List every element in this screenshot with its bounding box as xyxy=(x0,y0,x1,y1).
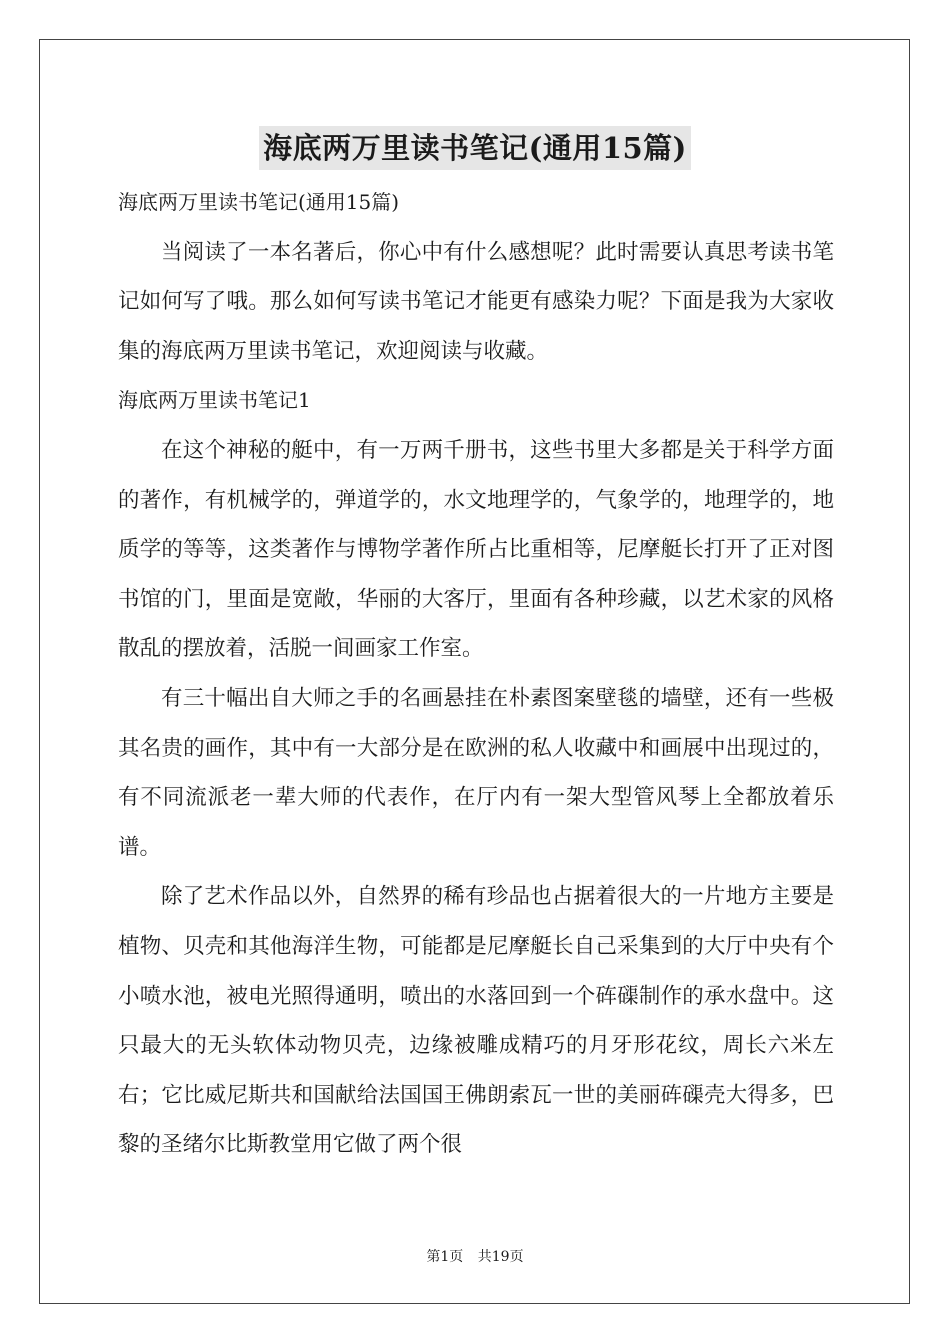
page-number-current: 第1页 xyxy=(426,1249,464,1265)
intro-paragraph: 当阅读了一本名著后，你心中有什么感想呢？此时需要认真思考读书笔记如何写了哦。那么如何写读书笔记才能更有感染力呢？下面是我为大家收集的海底两万里读书笔记，欢迎阅读与收藏。 xyxy=(118,239,834,364)
document-title-text: 海底两万里读书笔记(通用15篇) xyxy=(259,126,691,170)
body-paragraph: 在这个神秘的艇中，有一万两千册书，这些书里大多都是关于科学方面的著作，有机械学的，弹道学的，水文地理学的，气象学的，地理学的，地质学的等等，这类著作与博物学著作所占比重相等，尼摩艇长打开了正对图书馆的门，里面是宽敞，华丽的大客厅，里面有各种珍藏，以艺术家的风格散乱的摆放着，活脱一间画家工作室。 xyxy=(118,437,834,662)
section-heading: 海底两万里读书笔记1 xyxy=(118,388,311,413)
page-number-total: 共19页 xyxy=(477,1249,524,1265)
document-body xyxy=(118,178,834,1170)
document-title xyxy=(0,126,950,170)
document-subtitle: 海底两万里读书笔记(通用15篇) xyxy=(118,190,400,214)
page-footer xyxy=(0,1246,950,1266)
body-paragraph: 除了艺术作品以外，自然界的稀有珍品也占据着很大的一片地方主要是植物、贝壳和其他海洋生物，可能都是尼摩艇长自己采集到的大厅中央有个小喷水池，被电光照得通明，喷出的水落回到一个砗磲制作的承水盘中。这只最大的无头软体动物贝壳，边缘被雕成精巧的月牙形花纹，周长六米左右；它比威尼斯共和国献给法国国王佛朗索瓦一世的美丽砗磲壳大得多，巴黎的圣绪尔比斯教堂用它做了两个很 xyxy=(118,884,834,1158)
body-paragraph: 有三十幅出自大师之手的名画悬挂在朴素图案壁毯的墙壁，还有一些极其名贵的画作，其中有一大部分是在欧洲的私人收藏中和画展中出现过的，有不同流派老一辈大师的代表作，在厅内有一架大型管风琴上全都放着乐谱。 xyxy=(118,685,834,860)
